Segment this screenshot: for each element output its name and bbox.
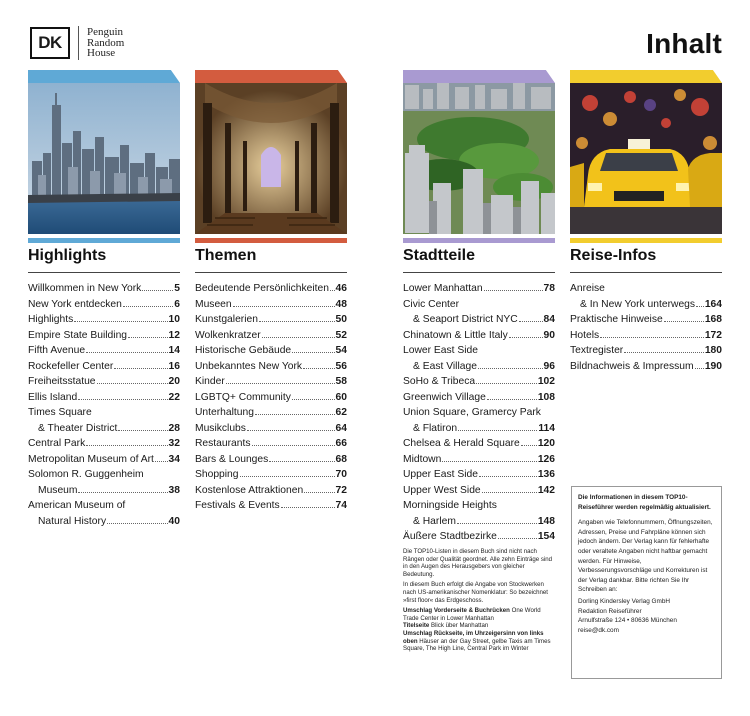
church-interior-photo (195, 83, 347, 234)
toc-entry[interactable]: Union Square, Gramercy Park & Flatiron 114 (403, 407, 555, 434)
info-body: Angaben wie Telefonnummern, Öffnungszeiten, Adressen, Preise und Fahrpläne können sich jedoch ändern. Der Verlag kann für fehlerhafte oder veraltete Angaben nicht haftbar gemacht werden. Für Hinweise, Verbesserungsvorschläge und Korrekturen ist der Verlag dankbar. Bitte richten Sie Ihr Schreiben an: (578, 519, 713, 594)
toc-entry[interactable]: Kinder 58 (195, 376, 347, 387)
contact-address: Dorling Kindersley Verlag GmbH Redaktion Reiseführer Arnulfstraße 124 • 80636 München reise@dk.com (578, 597, 715, 635)
toc-entry[interactable]: Festivals & Events 74 (195, 500, 347, 511)
toc-entry[interactable]: LGBTQ+ Community 60 (195, 391, 347, 403)
manhattan-skyline-photo (28, 83, 180, 234)
toc-list (28, 281, 180, 529)
toc-entry[interactable]: Kostenlose Attraktionen 72 (195, 484, 347, 496)
toc-entry[interactable]: Solomon R. Guggenheim Museum 38 (28, 469, 180, 496)
toc-entry[interactable]: Restaurants 66 (195, 438, 347, 449)
section-color-tab (195, 70, 347, 83)
cover-credit: Umschlag Vorderseite & Buchrücken One World Trade Center in Lower Manhattan Titelseite Blick über Manhattan Umschlag Rückseite, im Uhrzeigersinn von links oben Häuser an der Gay Street, gelbe Taxis am Times Square, The High Line, Central Park im Winter (403, 607, 551, 653)
toc-entry[interactable]: Chelsea & Herald Square 120 (403, 438, 555, 449)
toc-list (195, 281, 347, 514)
toc-entry[interactable]: Upper West Side 142 (403, 484, 555, 496)
toc-entry[interactable]: New York entdecken 6 (28, 298, 180, 310)
publisher-logo (30, 26, 124, 60)
section-highlights (28, 70, 180, 529)
toc-entry[interactable]: Hotels 172 (570, 329, 722, 341)
toc-entry[interactable]: Civic Center & Seaport District NYC 84 (403, 298, 555, 325)
section-reise-infos (570, 70, 722, 374)
toc-entry[interactable]: Textregister 180 (570, 345, 722, 356)
publisher-name: Penguin Random House (87, 26, 125, 60)
contact-email[interactable]: reise@dk.com (578, 626, 619, 634)
top10-note: Die TOP10-Listen in diesem Buch sind nicht nach Rängen oder Qualität geordnet. Alle zehn Einträge sind in den Augen des Herausgebers von gleicher Bedeutung. (403, 548, 553, 578)
toc-entry[interactable]: Freiheitsstatue 20 (28, 376, 180, 387)
toc-entry[interactable]: Historische Gebäude 54 (195, 345, 347, 356)
toc-entry[interactable]: Times Square & Theater District 28 (28, 407, 180, 434)
toc-entry[interactable]: Unbekanntes New York 56 (195, 360, 347, 372)
toc-entry[interactable]: Bildnachweis & Impressum 190 (570, 360, 722, 372)
toc-entry[interactable]: Chinatown & Little Italy 90 (403, 329, 555, 341)
toc-list (403, 281, 555, 545)
toc-entry[interactable]: Highlights 10 (28, 314, 180, 325)
toc-entry[interactable]: Morningside Heights & Harlem 148 (403, 500, 555, 527)
page-title: Inhalt (646, 28, 722, 59)
toc-entry[interactable]: Bars & Lounges 68 (195, 453, 347, 465)
toc-entry[interactable]: Rockefeller Center 16 (28, 360, 180, 372)
toc-entry[interactable]: Äußere Stadtbezirke 154 (403, 531, 555, 542)
section-title: Reise-Infos (570, 247, 722, 273)
toc-entry[interactable]: Bedeutende Persönlichkeiten 46 (195, 283, 347, 294)
logo-divider (78, 26, 79, 60)
section-title: Themen (195, 247, 347, 273)
section-color-tab (570, 70, 722, 83)
toc-entry[interactable]: Unterhaltung 62 (195, 407, 347, 418)
toc-entry[interactable]: Shopping 70 (195, 469, 347, 480)
yellow-taxis-photo (570, 83, 722, 234)
toc-entry[interactable]: Greenwich Village 108 (403, 391, 555, 403)
toc-entry[interactable]: Anreise & In New York unterwegs 164 (570, 283, 722, 310)
section-color-bar (403, 238, 555, 243)
toc-entry[interactable]: Lower Manhattan 78 (403, 283, 555, 294)
toc-entry[interactable]: Kunstgalerien 50 (195, 314, 347, 325)
toc-entry[interactable]: Upper East Side 136 (403, 469, 555, 480)
section-color-tab (28, 70, 180, 83)
section-title: Stadtteile (403, 247, 555, 273)
section-title: Highlights (28, 247, 180, 273)
toc-entry[interactable]: Wolkenkratzer 52 (195, 329, 347, 341)
toc-entry[interactable]: Musikclubs 64 (195, 422, 347, 434)
toc-entry[interactable]: Praktische Hinweise 168 (570, 314, 722, 325)
section-color-bar (570, 238, 722, 243)
editorial-note (403, 548, 555, 656)
toc-entry[interactable]: SoHo & Tribeca 102 (403, 376, 555, 387)
toc-entry[interactable]: Central Park 32 (28, 438, 180, 449)
toc-entry[interactable]: Midtown 126 (403, 453, 555, 465)
section-color-bar (28, 238, 180, 243)
toc-entry[interactable]: Willkommen in New York 5 (28, 283, 180, 294)
toc-entry[interactable]: Empire State Building 12 (28, 329, 180, 341)
section-stadtteile (403, 70, 555, 545)
info-lead: Die Informationen in diesem TOP10-Reiseführer werden regelmäßig aktualisiert. (578, 494, 711, 511)
update-info-box (571, 486, 722, 679)
section-color-tab (403, 70, 555, 83)
toc-entry[interactable]: Lower East Side & East Village 96 (403, 345, 555, 372)
section-color-bar (195, 238, 347, 243)
toc-entry[interactable]: American Museum of Natural History 40 (28, 500, 180, 527)
toc-entry[interactable]: Museen 48 (195, 298, 347, 310)
toc-entry[interactable]: Ellis Island 22 (28, 391, 180, 403)
section-themen (195, 70, 347, 514)
dk-logo-mark: DK (30, 27, 70, 59)
toc-entry[interactable]: Metropolitan Museum of Art 34 (28, 453, 180, 465)
floors-note: In diesem Buch erfolgt die Angabe von Stockwerken nach US-amerikanischer Nomenklatur: So bezeichnet »first floor« das Erdgeschoss. (403, 581, 548, 604)
toc-list (570, 281, 722, 374)
toc-entry[interactable]: Fifth Avenue 14 (28, 345, 180, 356)
central-park-photo (403, 83, 555, 234)
